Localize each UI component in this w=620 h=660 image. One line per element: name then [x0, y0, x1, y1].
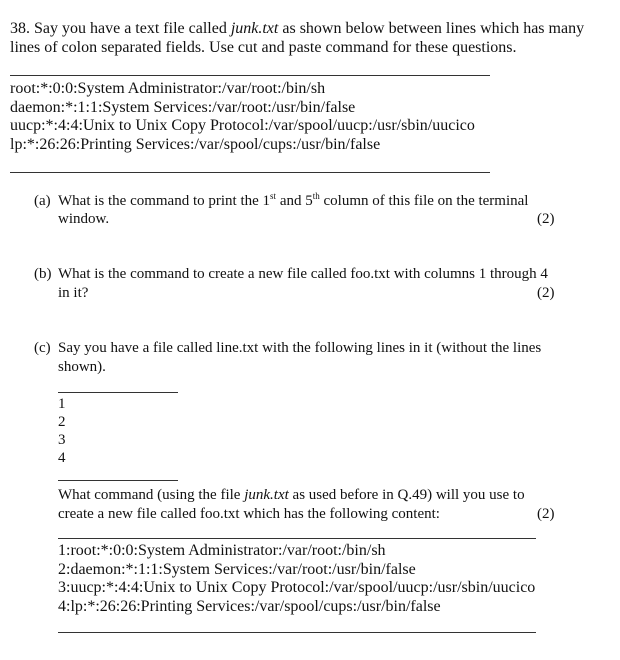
number-line: 4 [58, 450, 66, 466]
output-top-rule [58, 538, 536, 539]
intro-text-a: 38. Say you have a text file called [10, 20, 231, 37]
intro-filename: junk.txt [230, 20, 279, 37]
part-c-line2: shown). [58, 359, 106, 375]
file-top-rule [10, 75, 490, 76]
question-intro-line1 [10, 20, 584, 38]
output-line: 3:uucp:*:4:4:Unix to Unix Copy Protocol:/var/spool/uucp:/usr/sbin/uucico [58, 579, 536, 596]
part-a-marks: (2) [537, 211, 555, 227]
part-a-line1: What is the command to print the 1st and 5th column of this file on the terminal [58, 191, 529, 209]
part-c-question-line1: What command (using the file junk.txt as used before in Q.49) will you use to [58, 487, 525, 503]
intro-text-b: as shown below between lines which has many [278, 20, 585, 37]
file-line: lp:*:26:26:Printing Services:/var/spool/cups:/usr/bin/false [10, 136, 381, 153]
output-line: 4:lp:*:26:26:Printing Services:/var/spool/cups:/usr/bin/false [58, 598, 441, 615]
file-bottom-rule [10, 172, 490, 173]
question-intro-line2: lines of colon separated fields. Use cut and paste command for these questions. [10, 39, 517, 56]
file-line: daemon:*:1:1:System Services:/var/root:/usr/bin/false [10, 99, 356, 116]
part-c-line1: Say you have a file called line.txt with the following lines in it (without the lines [58, 340, 542, 356]
file-line: uucp:*:4:4:Unix to Unix Copy Protocol:/var/spool/uucp:/usr/sbin/uucico [10, 117, 475, 134]
numbers-bottom-rule [58, 480, 178, 481]
part-b-line2: in it? [58, 285, 89, 301]
output-line: 2:daemon:*:1:1:System Services:/var/root:/usr/bin/false [58, 561, 416, 578]
number-line: 2 [58, 414, 66, 430]
part-b-label: (b) [34, 266, 52, 282]
part-c-marks: (2) [537, 506, 555, 522]
file-line: root:*:0:0:System Administrator:/var/root:/bin/sh [10, 80, 326, 97]
output-line: 1:root:*:0:0:System Administrator:/var/root:/bin/sh [58, 542, 386, 559]
part-b-marks: (2) [537, 285, 555, 301]
number-line: 1 [58, 396, 66, 412]
part-c-question-line2: create a new file called foo.txt which has the following content: [58, 506, 440, 522]
number-line: 3 [58, 432, 66, 448]
output-bottom-rule [58, 632, 536, 633]
part-b-line1: What is the command to create a new file called foo.txt with columns 1 through 4 [58, 266, 548, 282]
numbers-top-rule [58, 392, 178, 393]
part-a-line2: window. [58, 211, 110, 227]
question-filename: junk.txt [244, 487, 289, 503]
part-a-label: (a) [34, 193, 51, 209]
part-c-label: (c) [34, 340, 51, 356]
